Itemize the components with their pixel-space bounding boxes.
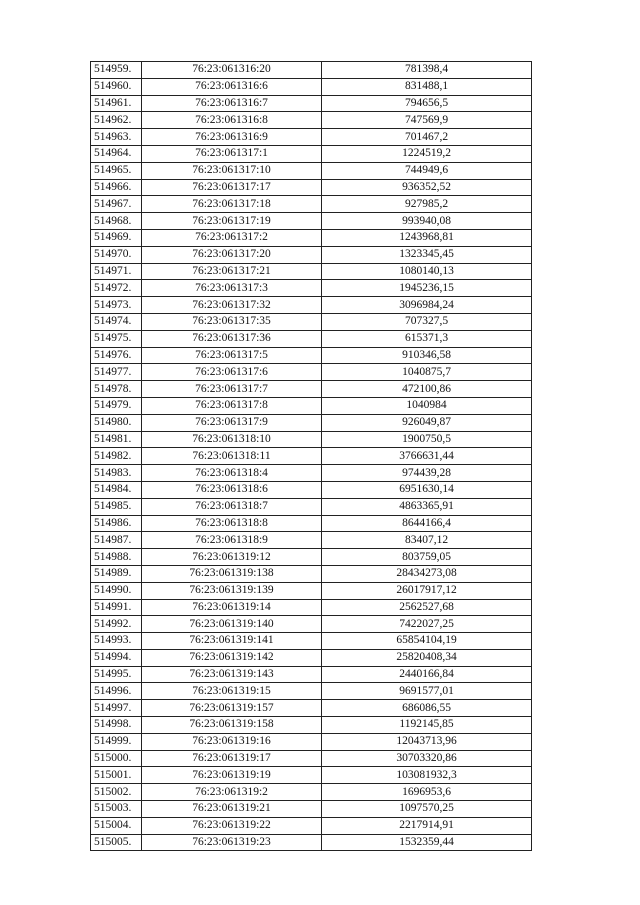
cadastral-number-cell: 76:23:061318:8 [142, 515, 322, 532]
table-row [91, 717, 532, 734]
table-row [91, 666, 532, 683]
row-number-cell: 515005. [91, 834, 142, 851]
value-cell: 974439,28 [322, 465, 532, 482]
table-row [91, 515, 532, 532]
value-cell: 3096984,24 [322, 297, 532, 314]
cadastral-number-cell: 76:23:061319:12 [142, 549, 322, 566]
row-number-cell: 514972. [91, 280, 142, 297]
cadastral-value-table [90, 61, 532, 851]
value-cell: 26017917,12 [322, 582, 532, 599]
row-number-cell: 514977. [91, 364, 142, 381]
cadastral-number-cell: 76:23:061316:7 [142, 95, 322, 112]
row-number-cell: 514995. [91, 666, 142, 683]
cadastral-number-cell: 76:23:061319:140 [142, 616, 322, 633]
value-cell: 4863365,91 [322, 498, 532, 515]
value-cell: 803759,05 [322, 549, 532, 566]
table-row [91, 381, 532, 398]
value-cell: 472100,86 [322, 381, 532, 398]
row-number-cell: 514959. [91, 62, 142, 79]
table-row [91, 196, 532, 213]
cadastral-number-cell: 76:23:061319:16 [142, 733, 322, 750]
row-number-cell: 514981. [91, 431, 142, 448]
cadastral-number-cell: 76:23:061316:6 [142, 78, 322, 95]
table-row [91, 767, 532, 784]
table-row [91, 582, 532, 599]
row-number-cell: 514993. [91, 633, 142, 650]
row-number-cell: 514963. [91, 129, 142, 146]
value-cell: 993940,08 [322, 213, 532, 230]
value-cell: 1532359,44 [322, 834, 532, 851]
cadastral-number-cell: 76:23:061319:23 [142, 834, 322, 851]
table-row [91, 733, 532, 750]
value-cell: 1192145,85 [322, 717, 532, 734]
value-cell: 3766631,44 [322, 448, 532, 465]
value-cell: 65854104,19 [322, 633, 532, 650]
value-cell: 781398,4 [322, 62, 532, 79]
cadastral-number-cell: 76:23:061319:158 [142, 717, 322, 734]
value-cell: 2562527,68 [322, 599, 532, 616]
value-cell: 2217914,91 [322, 817, 532, 834]
value-cell: 1243968,81 [322, 229, 532, 246]
value-cell: 686086,55 [322, 700, 532, 717]
cadastral-number-cell: 76:23:061317:36 [142, 330, 322, 347]
cadastral-number-cell: 76:23:061319:21 [142, 801, 322, 818]
value-cell: 1040984 [322, 397, 532, 414]
value-cell: 910346,58 [322, 347, 532, 364]
row-number-cell: 514987. [91, 532, 142, 549]
value-cell: 831488,1 [322, 78, 532, 95]
cadastral-number-cell: 76:23:061319:138 [142, 565, 322, 582]
value-cell: 615371,3 [322, 330, 532, 347]
table-row [91, 683, 532, 700]
row-number-cell: 515004. [91, 817, 142, 834]
table-body [91, 62, 532, 851]
cadastral-number-cell: 76:23:061319:15 [142, 683, 322, 700]
cadastral-number-cell: 76:23:061319:157 [142, 700, 322, 717]
table-row [91, 801, 532, 818]
table-row [91, 817, 532, 834]
value-cell: 1097570,25 [322, 801, 532, 818]
cadastral-number-cell: 76:23:061319:19 [142, 767, 322, 784]
cadastral-number-cell: 76:23:061317:20 [142, 246, 322, 263]
row-number-cell: 514961. [91, 95, 142, 112]
row-number-cell: 514979. [91, 397, 142, 414]
table-row [91, 397, 532, 414]
row-number-cell: 514985. [91, 498, 142, 515]
cadastral-number-cell: 76:23:061316:8 [142, 112, 322, 129]
row-number-cell: 514986. [91, 515, 142, 532]
table-row [91, 162, 532, 179]
cadastral-number-cell: 76:23:061317:8 [142, 397, 322, 414]
cadastral-number-cell: 76:23:061317:10 [142, 162, 322, 179]
row-number-cell: 514974. [91, 313, 142, 330]
value-cell: 927985,2 [322, 196, 532, 213]
table-row [91, 498, 532, 515]
cadastral-number-cell: 76:23:061317:9 [142, 414, 322, 431]
cadastral-number-cell: 76:23:061318:4 [142, 465, 322, 482]
cadastral-number-cell: 76:23:061317:21 [142, 263, 322, 280]
row-number-cell: 514984. [91, 481, 142, 498]
table-row [91, 280, 532, 297]
cadastral-number-cell: 76:23:061317:6 [142, 364, 322, 381]
row-number-cell: 514970. [91, 246, 142, 263]
cadastral-number-cell: 76:23:061316:20 [142, 62, 322, 79]
value-cell: 2440166,84 [322, 666, 532, 683]
row-number-cell: 514978. [91, 381, 142, 398]
table-row [91, 616, 532, 633]
value-cell: 1040875,7 [322, 364, 532, 381]
cadastral-number-cell: 76:23:061317:18 [142, 196, 322, 213]
value-cell: 926049,87 [322, 414, 532, 431]
cadastral-number-cell: 76:23:061317:2 [142, 229, 322, 246]
row-number-cell: 514962. [91, 112, 142, 129]
table-row [91, 330, 532, 347]
value-cell: 1945236,15 [322, 280, 532, 297]
value-cell: 7422027,25 [322, 616, 532, 633]
row-number-cell: 514992. [91, 616, 142, 633]
row-number-cell: 514999. [91, 733, 142, 750]
table-row [91, 129, 532, 146]
table-row [91, 532, 532, 549]
row-number-cell: 514960. [91, 78, 142, 95]
cadastral-number-cell: 76:23:061319:17 [142, 750, 322, 767]
cadastral-number-cell: 76:23:061318:9 [142, 532, 322, 549]
table-row [91, 179, 532, 196]
value-cell: 1323345,45 [322, 246, 532, 263]
cadastral-number-cell: 76:23:061316:9 [142, 129, 322, 146]
cadastral-number-cell: 76:23:061317:7 [142, 381, 322, 398]
value-cell: 103081932,3 [322, 767, 532, 784]
row-number-cell: 514982. [91, 448, 142, 465]
value-cell: 25820408,34 [322, 649, 532, 666]
table-row [91, 347, 532, 364]
table-row [91, 313, 532, 330]
table-row [91, 448, 532, 465]
cadastral-number-cell: 76:23:061319:22 [142, 817, 322, 834]
row-number-cell: 514998. [91, 717, 142, 734]
value-cell: 744949,6 [322, 162, 532, 179]
value-cell: 1696953,6 [322, 784, 532, 801]
cadastral-number-cell: 76:23:061317:35 [142, 313, 322, 330]
row-number-cell: 514997. [91, 700, 142, 717]
row-number-cell: 514968. [91, 213, 142, 230]
table-row [91, 62, 532, 79]
row-number-cell: 514980. [91, 414, 142, 431]
table-row [91, 78, 532, 95]
row-number-cell: 514994. [91, 649, 142, 666]
row-number-cell: 514973. [91, 297, 142, 314]
table-row [91, 750, 532, 767]
table-row [91, 213, 532, 230]
row-number-cell: 514967. [91, 196, 142, 213]
value-cell: 1224519,2 [322, 145, 532, 162]
row-number-cell: 514971. [91, 263, 142, 280]
row-number-cell: 514965. [91, 162, 142, 179]
value-cell: 1080140,13 [322, 263, 532, 280]
table-row [91, 112, 532, 129]
cadastral-number-cell: 76:23:061318:7 [142, 498, 322, 515]
row-number-cell: 514975. [91, 330, 142, 347]
row-number-cell: 514969. [91, 229, 142, 246]
table-row [91, 599, 532, 616]
row-number-cell: 514989. [91, 565, 142, 582]
table-row [91, 649, 532, 666]
row-number-cell: 515003. [91, 801, 142, 818]
cadastral-number-cell: 76:23:061319:142 [142, 649, 322, 666]
table-row [91, 565, 532, 582]
row-number-cell: 514976. [91, 347, 142, 364]
row-number-cell: 514964. [91, 145, 142, 162]
cadastral-number-cell: 76:23:061319:14 [142, 599, 322, 616]
cadastral-number-cell: 76:23:061319:143 [142, 666, 322, 683]
table-row [91, 95, 532, 112]
table-row [91, 834, 532, 851]
row-number-cell: 514990. [91, 582, 142, 599]
value-cell: 707327,5 [322, 313, 532, 330]
value-cell: 30703320,86 [322, 750, 532, 767]
row-number-cell: 515002. [91, 784, 142, 801]
table-row [91, 431, 532, 448]
value-cell: 28434273,08 [322, 565, 532, 582]
cadastral-number-cell: 76:23:061319:141 [142, 633, 322, 650]
table-row [91, 549, 532, 566]
table-row [91, 700, 532, 717]
value-cell: 9691577,01 [322, 683, 532, 700]
row-number-cell: 514996. [91, 683, 142, 700]
cadastral-number-cell: 76:23:061317:1 [142, 145, 322, 162]
table-row [91, 465, 532, 482]
table-row [91, 481, 532, 498]
table-row [91, 784, 532, 801]
table-row [91, 263, 532, 280]
table-row [91, 246, 532, 263]
value-cell: 747569,9 [322, 112, 532, 129]
row-number-cell: 514988. [91, 549, 142, 566]
value-cell: 701467,2 [322, 129, 532, 146]
value-cell: 8644166,4 [322, 515, 532, 532]
cadastral-number-cell: 76:23:061317:5 [142, 347, 322, 364]
value-cell: 12043713,96 [322, 733, 532, 750]
table-row [91, 145, 532, 162]
cadastral-number-cell: 76:23:061317:19 [142, 213, 322, 230]
value-cell: 1900750,5 [322, 431, 532, 448]
cadastral-number-cell: 76:23:061318:6 [142, 481, 322, 498]
row-number-cell: 515000. [91, 750, 142, 767]
value-cell: 83407,12 [322, 532, 532, 549]
value-cell: 936352,52 [322, 179, 532, 196]
value-cell: 6951630,14 [322, 481, 532, 498]
cadastral-number-cell: 76:23:061318:11 [142, 448, 322, 465]
row-number-cell: 514991. [91, 599, 142, 616]
cadastral-number-cell: 76:23:061318:10 [142, 431, 322, 448]
row-number-cell: 514983. [91, 465, 142, 482]
table-row [91, 364, 532, 381]
row-number-cell: 515001. [91, 767, 142, 784]
row-number-cell: 514966. [91, 179, 142, 196]
cadastral-number-cell: 76:23:061317:17 [142, 179, 322, 196]
cadastral-number-cell: 76:23:061319:139 [142, 582, 322, 599]
table-row [91, 414, 532, 431]
table-row [91, 297, 532, 314]
cadastral-number-cell: 76:23:061317:3 [142, 280, 322, 297]
value-cell: 794656,5 [322, 95, 532, 112]
table-row [91, 633, 532, 650]
cadastral-number-cell: 76:23:061317:32 [142, 297, 322, 314]
cadastral-number-cell: 76:23:061319:2 [142, 784, 322, 801]
table-row [91, 229, 532, 246]
